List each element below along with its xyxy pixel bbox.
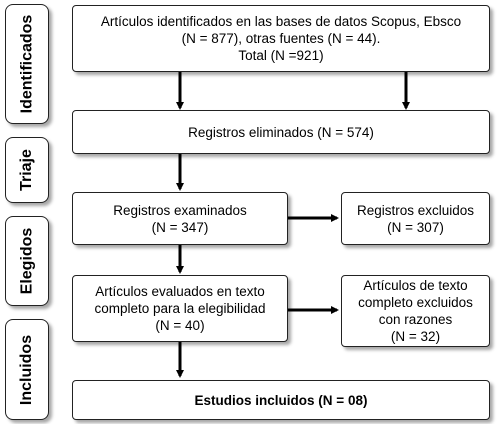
stage-label-triaje-text: Triaje: [18, 149, 35, 191]
box-removed-line1: Registros eliminados (N = 574): [188, 124, 374, 140]
box-fulltext: [72, 275, 288, 342]
box-fulltext-line3: (N = 40): [155, 318, 205, 333]
box-fulltext-line1: Artículos evaluados en texto: [95, 284, 265, 299]
box-identified-line3: Total (N =921): [238, 48, 324, 63]
box-excluded-line2: (N = 307): [387, 219, 444, 235]
box-fulltext-excluded-line2: completo excluidos: [358, 295, 473, 310]
box-screened-line1: Registros examinados: [113, 202, 247, 218]
stage-label-incluidos-text: Incluidos: [18, 334, 36, 405]
box-identified-line2: (N = 877), otras fuentes (N = 44).: [181, 31, 381, 46]
stage-label-elegidos-text: Elegidos: [18, 227, 35, 295]
box-identified: [72, 5, 490, 72]
box-screened-line2: (N = 347): [151, 219, 209, 235]
box-removed: [72, 110, 490, 154]
box-identified-line1: Artículos identificados en las bases de datos Scopus, Ebsco: [100, 14, 462, 29]
box-excluded-line1: Registros excluidos: [356, 202, 475, 218]
stage-label-identificados-text: Identificados: [18, 14, 35, 114]
box-fulltext-excluded-line1: Artículos de texto: [363, 278, 468, 293]
box-fulltext-excluded: [341, 275, 490, 347]
box-included: [72, 380, 490, 420]
box-included-line1: Estudios incluidos (N = 08): [194, 392, 368, 408]
box-fulltext-line2: completo para la elegibilidad: [94, 301, 266, 316]
box-excluded: [341, 192, 490, 245]
box-fulltext-excluded-line3: con razones: [378, 312, 453, 327]
box-screened: [72, 192, 288, 245]
box-fulltext-excluded-line4: (N = 32): [390, 329, 441, 344]
